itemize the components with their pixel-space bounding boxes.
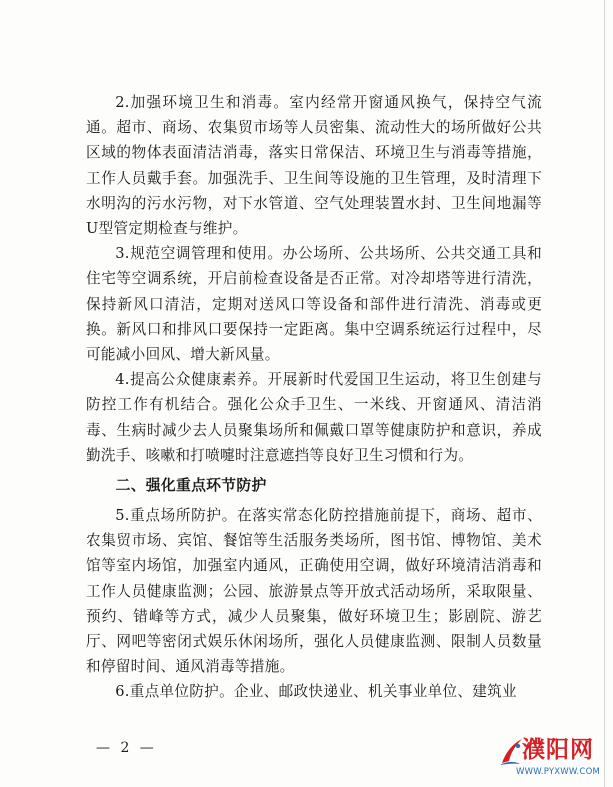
paragraph-4-health-literacy: 4.提高公众健康素养。开展新时代爱国卫生运动，将卫生创建与防控工作有机结合。强化公众手卫生、一米线、开窗通风、清洁消毒、生病时减少去人员聚集场所和佩戴口罩等健康防护和意识，养成勤洗手、咳嗽和打喷嚏时注意遮挡等良好卫生习惯和行为。 — [86, 371, 542, 464]
document-body — [86, 90, 542, 705]
swoosh-logo-icon — [498, 737, 524, 767]
paragraph-6-key-units: 6.重点单位防护。企业、邮政快递业、机关事业单位、建筑业 — [115, 683, 517, 701]
section-heading: 二、强化重点环节防护 — [115, 477, 267, 495]
page-edge-line — [604, 0, 605, 787]
paragraph-5-key-places: 5.重点场所防护。在落实常态化防控措施前提下，商场、超市、农集贸市场、宾馆、餐馆等生活服务类场所，图书馆、博物馆、美术馆等室内场馆，加强室内通风，正确使用空调，做好环境清洁消毒和工作人员健康监测；公园、旅游景点等开放式活动场所，采取限量、预约、错峰等方式，减少人员聚集，做好环境卫生；影剧院、游艺厅、网吧等密闭式娱乐休闲场所，强化人员健康监测、限制人员数量和停留时间、通风消毒等措施。 — [86, 507, 542, 676]
page-number: — 2 — — [96, 740, 157, 756]
paragraph-3-air-conditioning: 3.规范空调管理和使用。办公场所、公共场所、公共交通工具和住宅等空调系统，开启前检查设备是否正常。对冷却塔等进行清洗，保持新风口清洁，定期对送风口等设备和部件进行清洗、消毒或更换。新风口和排风口要保持一定距离。集中空调系统运行过程中，尽可能减小回风、增大新风量。 — [86, 245, 542, 364]
watermark-site-name: 濮阳网 — [522, 737, 594, 763]
paragraph-2-environment-hygiene: 2.加强环境卫生和消毒。室内经常开窗通风换气，保持空气流通。超市、商场、农集贸市场等人员密集、流动性大的场所做好公共区域的物体表面清洁消毒，落实日常保洁、环境卫生与消毒等措施，工作人员戴手套。加强洗手、卫生间等设施的卫生管理，及时清理下水明沟的污水污物，对下水管道、空气处理装置水封、卫生间地漏等U型管定期检查与维护。 — [86, 94, 542, 238]
watermark-url: WWW.PYXWW.COM — [516, 767, 600, 777]
site-watermark — [498, 735, 610, 785]
